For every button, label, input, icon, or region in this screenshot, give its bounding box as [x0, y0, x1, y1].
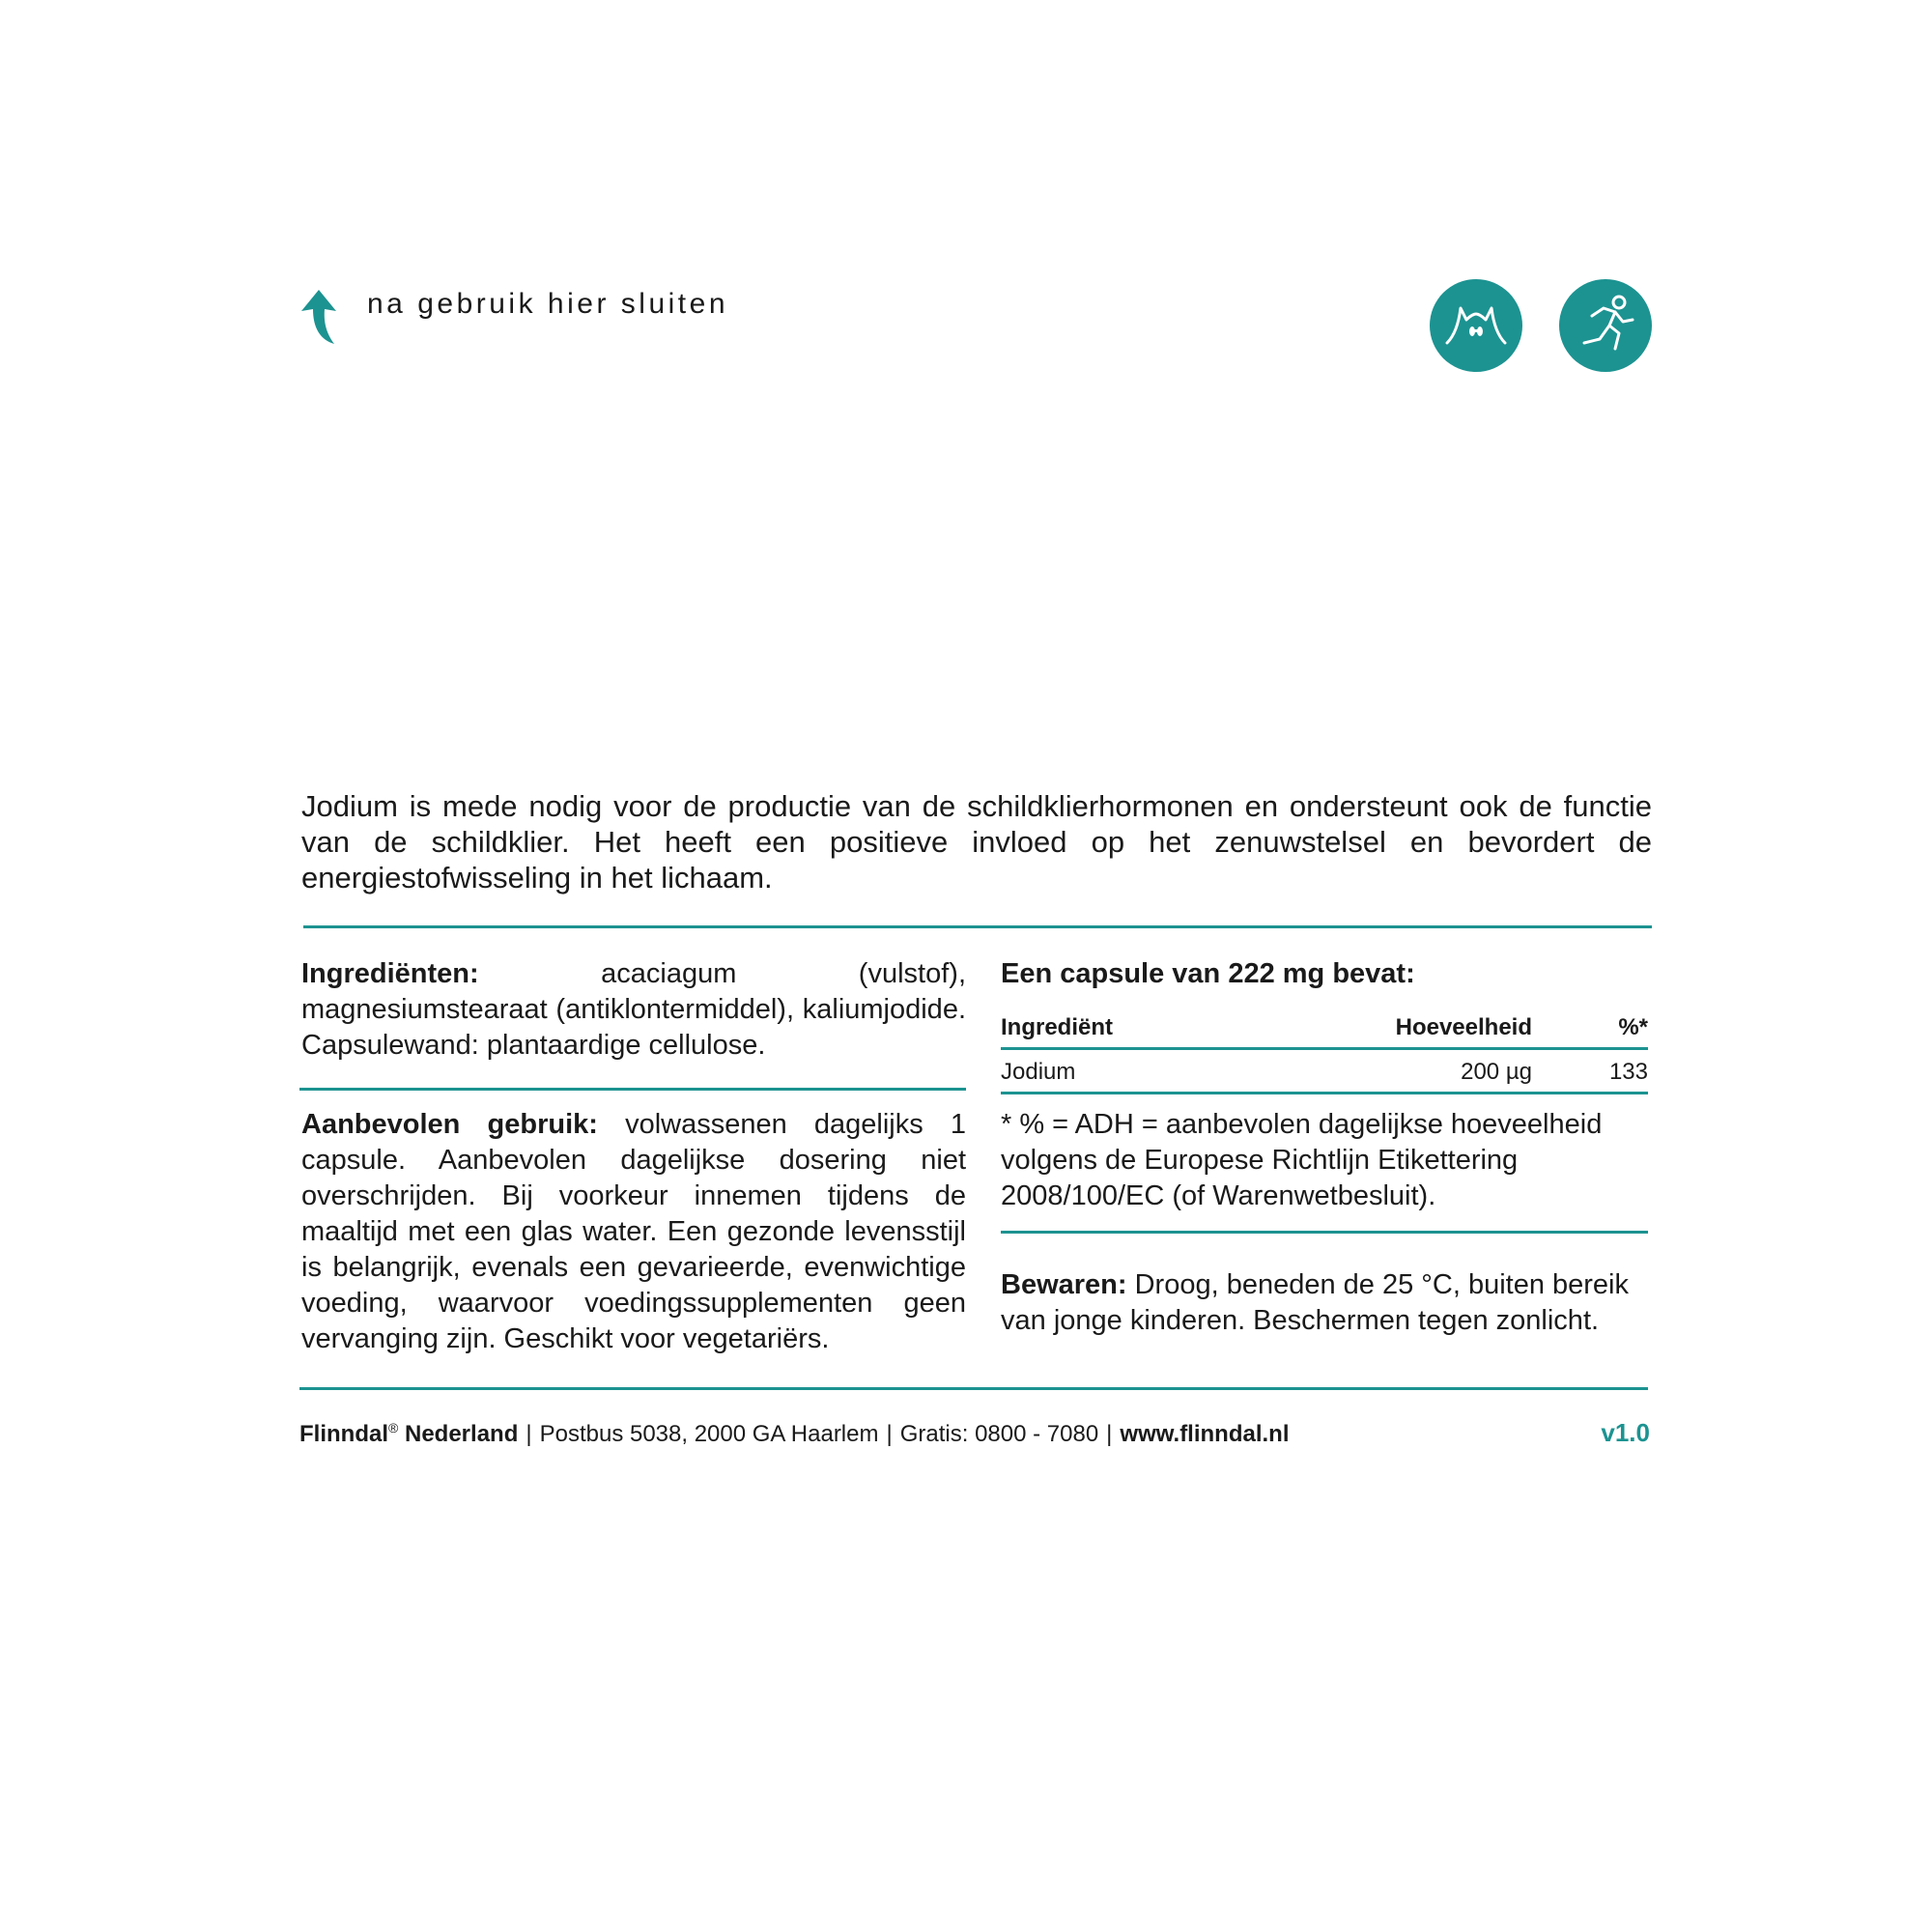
footer-address: Postbus 5038, 2000 GA Haarlem	[539, 1421, 879, 1447]
storage-label: Bewaren:	[1001, 1269, 1127, 1300]
nutrition-title: Een capsule van 222 mg bevat:	[1001, 958, 1415, 989]
divider	[299, 1088, 966, 1091]
running-person-icon	[1559, 279, 1652, 372]
curved-up-arrow-icon	[299, 290, 338, 344]
nutrition-table	[1001, 1009, 1648, 1094]
usage-section	[301, 1107, 966, 1357]
footer-contact	[299, 1420, 1290, 1448]
thyroid-icon	[1430, 279, 1522, 372]
storage-text: Droog, beneden de 25 °C, buiten bereik van jonge kinderen. Beschermen tegen zonlicht.	[1001, 1269, 1629, 1336]
ingredients-text: acaciagum (vulstof), magnesiumstearaat (antiklontermiddel), kaliumjodide. Capsulewand: plantaardige cellulose.	[301, 958, 966, 1061]
footer-brand: Flinndal	[299, 1421, 388, 1447]
ingredients-label: Ingrediënten:	[301, 958, 479, 989]
table-row	[1001, 1049, 1648, 1094]
footer-separator: |	[526, 1421, 532, 1447]
ingredients-section	[301, 956, 966, 1064]
cell-amount: 200 µg	[1339, 1049, 1532, 1094]
closing-instruction: na gebruik hier sluiten	[367, 288, 729, 320]
footer-separator: |	[1106, 1421, 1113, 1447]
header-ingredient: Ingrediënt	[1001, 1009, 1339, 1049]
divider	[303, 925, 1652, 928]
usage-label: Aanbevolen gebruik:	[301, 1109, 598, 1140]
divider	[299, 1387, 1648, 1390]
header-percent: %*	[1532, 1009, 1648, 1049]
footer-separator: |	[886, 1421, 893, 1447]
storage-section	[1001, 1267, 1658, 1339]
table-header-row	[1001, 1009, 1648, 1049]
usage-text: volwassenen dagelijks 1 capsule. Aanbevolen dagelijkse dosering niet overschrijden. Bij voorkeur innemen tijdens de maaltijd met een glas water. Een gezonde levensstijl is belangrijk, evenals een gevarieerde, evenwichtige voeding, waarvoor voedingssupplementen geen vervanging zijn. Geschikt voor vegetariërs.	[301, 1109, 966, 1354]
nutrition-footnote: * % = ADH = aanbevolen dagelijkse hoeveelheid volgens de Europese Richtlijn Etikettering 2008/100/EC (of Warenwetbesluit).	[1001, 1109, 1603, 1211]
footer-website: www.flinndal.nl	[1120, 1421, 1290, 1447]
header-amount: Hoeveelheid	[1339, 1009, 1532, 1049]
footer-country: Nederland	[398, 1421, 519, 1447]
registered-mark: ®	[388, 1420, 399, 1435]
cell-ingredient: Jodium	[1001, 1049, 1339, 1094]
cell-percent: 133	[1532, 1049, 1648, 1094]
version-label: v1.0	[1601, 1418, 1650, 1447]
footer-phone: Gratis: 0800 - 7080	[899, 1421, 1099, 1447]
divider	[1001, 1231, 1648, 1234]
intro-paragraph: Jodium is mede nodig voor de productie van de schildklierhormonen en ondersteunt ook de functie van de schildklier. Het heeft een positieve invloed op het zenuwstelsel en bevordert de energiestofwisseling in het lichaam.	[301, 789, 1652, 895]
nutrition-section	[1001, 956, 1648, 1094]
